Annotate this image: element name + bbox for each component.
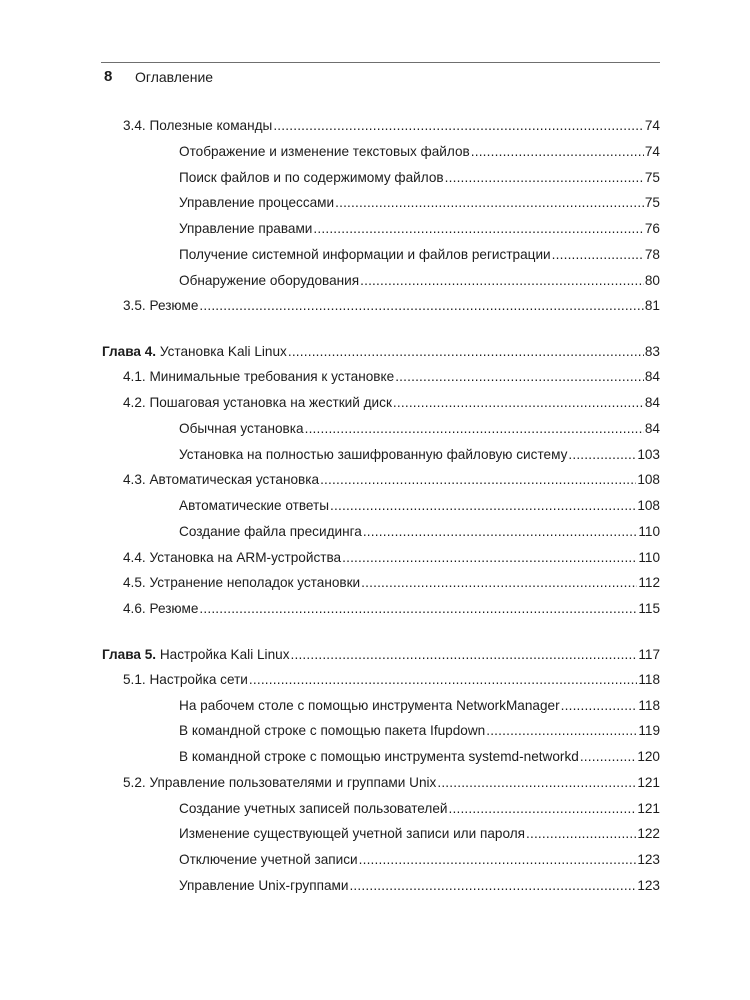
- toc-entry-text: Создание учетных записей пользователей: [179, 801, 448, 816]
- toc-entry-text: Отключение учетной записи: [179, 852, 358, 867]
- running-title: Оглавление: [135, 69, 214, 85]
- toc-entry-number: 4.1.: [123, 369, 146, 384]
- toc-entry-subsection: [179, 218, 660, 240]
- dot-leader: [552, 244, 644, 266]
- toc-entry-title: [123, 115, 272, 137]
- toc-entry-number: 4.6.: [123, 601, 146, 616]
- toc-entry-page: 108: [637, 498, 660, 513]
- toc-entry-section: [123, 669, 660, 691]
- toc-entry-subsection: [179, 244, 660, 266]
- toc-entry-page: 112: [638, 575, 660, 590]
- toc-entry-section: [123, 295, 660, 317]
- toc-entry-text: Установка Kali Linux: [159, 344, 287, 359]
- dot-leader: [526, 823, 636, 845]
- toc-entry-page: 83: [644, 344, 660, 359]
- toc-entry-text: Установка на полностью зашифрованную файловую систему: [179, 447, 568, 462]
- toc-entry-text: Резюме: [149, 601, 199, 616]
- dot-leader: [437, 772, 636, 794]
- toc-entry-page: 110: [638, 524, 660, 539]
- toc-entry-subsection: [179, 823, 660, 845]
- toc-entry-number: 5.2.: [123, 775, 146, 790]
- toc-entry-subsection: [179, 798, 660, 820]
- dot-leader: [363, 521, 638, 543]
- dot-leader: [335, 192, 644, 214]
- toc-entry-page: 78: [644, 247, 660, 262]
- toc-chapter-label: Глава 5.: [102, 647, 157, 662]
- toc-entry-subsection: [179, 270, 660, 292]
- dot-leader: [249, 669, 637, 691]
- toc-entry-text: Управление Unix-группами: [179, 878, 349, 893]
- dot-leader: [568, 444, 636, 466]
- dot-leader: [445, 167, 644, 189]
- toc-entry-page: 84: [644, 395, 660, 410]
- toc-entry-section: [123, 572, 660, 594]
- toc-entry-text: Получение системной информации и файлов регистрации: [179, 247, 551, 262]
- toc-entry-text: Полезные команды: [149, 118, 273, 133]
- toc-entry-page: 74: [644, 144, 660, 159]
- toc-entry-title: [123, 772, 436, 794]
- dot-leader: [330, 495, 636, 517]
- toc-entry-title: [123, 295, 198, 317]
- toc-entry-page: 84: [644, 421, 660, 436]
- dot-leader: [288, 341, 644, 363]
- toc-entry-page: 103: [637, 447, 660, 462]
- dot-leader: [393, 392, 644, 414]
- toc-entry-text: Устранение неполадок установки: [149, 575, 361, 590]
- toc-entry-title: [123, 547, 341, 569]
- dot-leader: [199, 598, 637, 620]
- toc-entry-text: Установка на ARM-устройства: [149, 550, 342, 565]
- dot-leader: [486, 720, 637, 742]
- toc-entry-page: 76: [644, 221, 660, 236]
- dot-leader: [199, 295, 643, 317]
- toc-entry-page: 74: [644, 118, 660, 133]
- toc-entry-chapter: [102, 644, 660, 666]
- toc-entry-subsection: [179, 875, 660, 897]
- toc-entry-section: [123, 598, 660, 620]
- toc-entry-text: На рабочем столе с помощью инструмента NetworkManager: [179, 698, 560, 713]
- toc-chapter-label: Глава 4.: [102, 344, 157, 359]
- toc-entry-subsection: [179, 720, 660, 742]
- toc-entry-text: Резюме: [149, 298, 199, 313]
- dot-leader: [580, 746, 637, 768]
- toc-entry-section: [123, 366, 660, 388]
- toc-entry-title: [123, 598, 198, 620]
- toc-entry-number: 3.5.: [123, 298, 146, 313]
- toc-entry-page: 123: [637, 852, 660, 867]
- toc-entry-section: [123, 469, 660, 491]
- toc-entry-text: Создание файла пресидинга: [179, 524, 362, 539]
- dot-leader: [361, 572, 637, 594]
- toc-entry-page: 118: [638, 672, 660, 687]
- dot-leader: [471, 141, 644, 163]
- toc-entry-chapter: [102, 341, 660, 363]
- toc-entry-page: 81: [644, 298, 660, 313]
- toc-entry-text: Отображение и изменение текстовых файлов: [179, 144, 470, 159]
- toc-entry-title: [123, 572, 360, 594]
- toc-entry-text: Настройка сети: [149, 672, 248, 687]
- toc-entry-text: Поиск файлов и по содержимому файлов: [179, 170, 444, 185]
- toc-entry-title: [102, 644, 290, 666]
- toc-entry-number: 3.4.: [123, 118, 146, 133]
- toc-entry-section: [123, 547, 660, 569]
- dot-leader: [561, 695, 638, 717]
- toc-entry-subsection: [179, 495, 660, 517]
- toc-entry-subsection: [179, 849, 660, 871]
- toc-entry-page: 110: [638, 550, 660, 565]
- toc-entry-page: 123: [637, 878, 660, 893]
- toc-entry-title: [123, 669, 248, 691]
- toc-entry-subsection: [179, 418, 660, 440]
- toc-entry-title: [123, 469, 319, 491]
- toc-entry-page: 84: [644, 369, 660, 384]
- toc-entry-text: Обнаружение оборудования: [179, 273, 360, 288]
- toc-entry-title: [123, 392, 392, 414]
- dot-leader: [313, 218, 643, 240]
- toc-entry-text: Управление процессами: [179, 195, 335, 210]
- dot-leader: [359, 849, 637, 871]
- toc-entry-subsection: [179, 695, 660, 717]
- page-number: 8: [104, 68, 113, 85]
- dot-leader: [360, 270, 644, 292]
- toc-entry-title: [123, 366, 394, 388]
- toc-entry-page: 120: [637, 749, 660, 764]
- toc-entry-subsection: [179, 521, 660, 543]
- toc-entry-number: 5.1.: [123, 672, 146, 687]
- toc-entry-text: В командной строке с помощью пакета Ifupdown: [179, 723, 486, 738]
- toc-entry-text: Обычная установка: [179, 421, 304, 436]
- toc-entry-page: 80: [644, 273, 660, 288]
- toc-entry-text: Управление пользователями и группами Unix: [149, 775, 437, 790]
- toc-entry-page: 115: [638, 601, 660, 616]
- toc-entry-page: 108: [637, 472, 660, 487]
- toc-entry-section: [123, 392, 660, 414]
- toc-entry-number: 4.5.: [123, 575, 146, 590]
- toc-entry-page: 117: [638, 647, 660, 662]
- toc-entry-text: Автоматическая установка: [149, 472, 320, 487]
- toc-entry-text: В командной строке с помощью инструмента systemd-networkd: [179, 749, 579, 764]
- toc-entry-text: Настройка Kali Linux: [159, 647, 290, 662]
- dot-leader: [349, 875, 636, 897]
- toc-entry-text: Минимальные требования к установке: [149, 369, 395, 384]
- toc-entry-text: Автоматические ответы: [179, 498, 330, 513]
- toc-entry-page: 75: [644, 170, 660, 185]
- toc-entry-page: 122: [637, 826, 660, 841]
- toc-entry-subsection: [179, 746, 660, 768]
- toc-entry-page: 75: [644, 195, 660, 210]
- dot-leader: [291, 644, 638, 666]
- dot-leader: [449, 798, 637, 820]
- toc-entry-number: 4.3.: [123, 472, 146, 487]
- toc-entry-page: 121: [637, 775, 660, 790]
- toc-entry-subsection: [179, 192, 660, 214]
- toc-entry-subsection: [179, 167, 660, 189]
- toc-entry-text: Пошаговая установка на жесткий диск: [149, 395, 392, 410]
- dot-leader: [305, 418, 644, 440]
- toc-entry-number: 4.2.: [123, 395, 146, 410]
- toc-entry-page: 119: [638, 723, 660, 738]
- toc-entry-section: [123, 772, 660, 794]
- toc-entry-page: 118: [638, 698, 660, 713]
- dot-leader: [342, 547, 637, 569]
- dot-leader: [320, 469, 636, 491]
- toc-entry-text: Управление правами: [179, 221, 313, 236]
- toc-entry-text: Изменение существующей учетной записи или пароля: [179, 826, 525, 841]
- toc-entry-section: [123, 115, 660, 137]
- toc-entry-title: [102, 341, 287, 363]
- toc-entry-subsection: [179, 444, 660, 466]
- dot-leader: [273, 115, 644, 137]
- dot-leader: [395, 366, 644, 388]
- toc-entry-subsection: [179, 141, 660, 163]
- toc-entry-number: 4.4.: [123, 550, 146, 565]
- toc-entry-page: 121: [637, 801, 660, 816]
